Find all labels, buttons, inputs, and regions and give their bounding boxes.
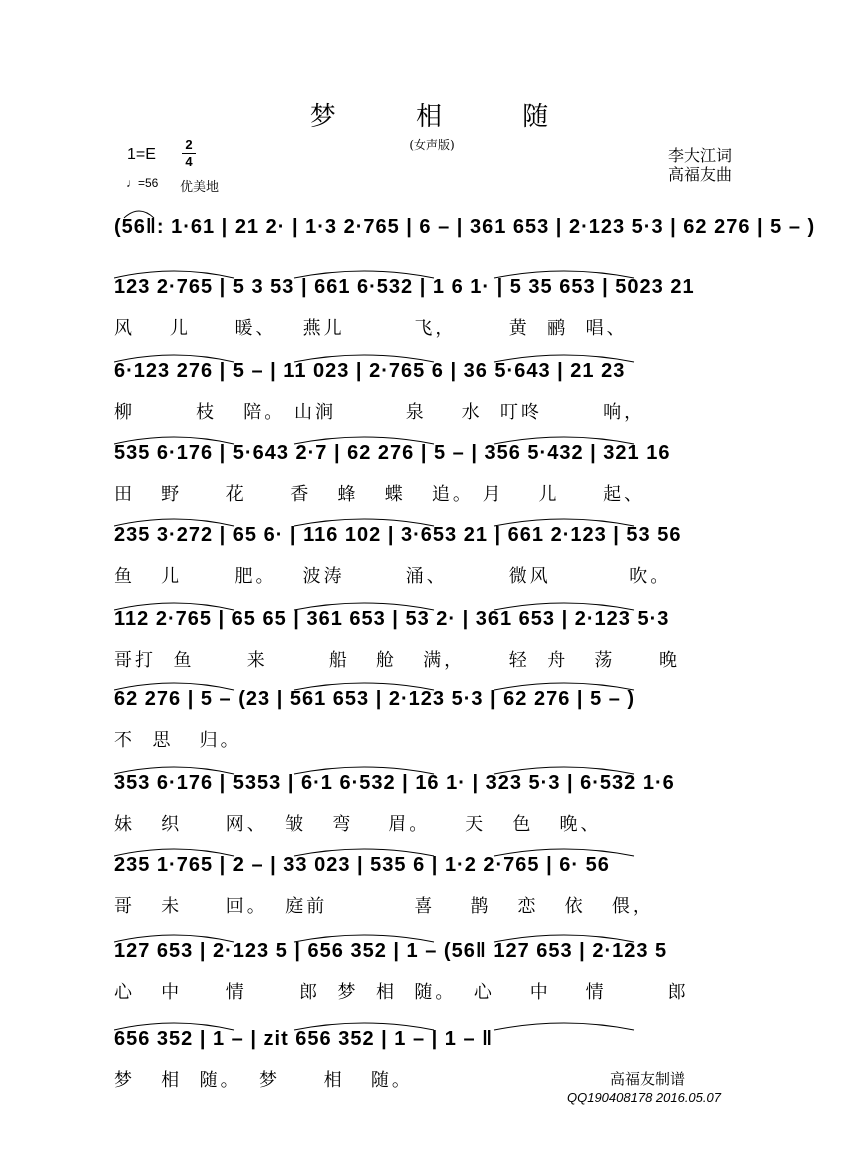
notation-text: 656 352 | 1 – | zit 656 352 | 1 – | 1 – ‖ xyxy=(114,1028,494,1050)
notation-row xyxy=(114,1016,754,1062)
lyric-line: 鱼 儿 肥。 波涛 涌、 微风 吹。 xyxy=(114,566,672,587)
lyric-line: 哥 未 回。 庭前 喜 鹊 恋 依 偎， xyxy=(114,896,654,917)
notation-row xyxy=(114,348,754,394)
tempo-marking: ♩=56 xyxy=(126,176,159,190)
key-signature: 1=E xyxy=(127,146,156,163)
lyric-line: 梦 相 随。 梦 相 随。 xyxy=(114,1070,413,1091)
page-title: 梦 相 随 xyxy=(309,102,585,132)
arranger-credit: 高福友制谱 xyxy=(610,1070,686,1088)
lyric-line: 柳 枝 陪。 山涧 泉 水 叮咚 响， xyxy=(114,402,646,423)
time-signature-bottom: 4 xyxy=(185,154,193,169)
lyric-line: 心 中 情 郎 梦 相 随。 心 中 情 郎 xyxy=(114,982,689,1003)
qq-and-date: QQ190408178 2016.05.07 xyxy=(567,1090,721,1105)
lyric-line: 妹 织 网、 皱 弯 眉。 天 色 晚、 xyxy=(114,814,602,835)
notation-text: 62 276 | 5 – (23 | 561 653 | 2·123 5·3 | 62 276 | 5 – ) xyxy=(114,688,636,710)
notation-text: 535 6·176 | 5·643 2·7 | 62 276 | 5 – | 356 5·432 | 321 16 xyxy=(114,442,671,464)
lyric-line: 田 野 花 香 蜂 蝶 追。 月 儿 起、 xyxy=(114,484,646,505)
notation-text: 235 1·765 | 2 – | 33 023 | 535 6 | 1·2 2·765 | 6· 56 xyxy=(114,854,610,876)
lyricist-credit: 李大江词 xyxy=(668,146,733,165)
notation-text: 123 2·765 | 5 3 53 | 661 6·532 | 1 6 1· | 5 35 653 | 5023 21 xyxy=(114,276,695,298)
composer-credit: 高福友曲 xyxy=(668,165,733,184)
notation-text: 6·123 276 | 5 – | 11 023 | 2·765 6 | 36 5·643 | 21 23 xyxy=(114,360,626,382)
expression-marking: 优美地 xyxy=(180,179,220,194)
notation-row xyxy=(114,676,754,722)
notation-text: (56‖: 1·61 | 21 2· | 1·3 2·765 | 6 – | 361 653 | 2·123 5·3 | 62 276 | 5 – ) xyxy=(114,216,816,238)
notation-text: 235 3·272 | 65 6· | 116 102 | 3·653 21 | 661 2·123 | 53 56 xyxy=(114,524,682,546)
notation-text: 353 6·176 | 5353 | 6·1 6·532 | 16 1· | 323 5·3 | 6·532 1·6 xyxy=(114,772,675,794)
time-signature-top: 2 xyxy=(185,137,193,152)
notation-row xyxy=(114,596,754,642)
notation-row xyxy=(114,264,754,310)
notation-row xyxy=(114,760,754,806)
notation-row xyxy=(114,430,754,476)
notation-row xyxy=(114,204,816,250)
version-label: (女声版) xyxy=(409,138,455,152)
slur-arc xyxy=(494,1023,634,1030)
notation-text: 112 2·765 | 65 65 | 361 653 | 53 2· | 361 653 | 2·123 5·3 xyxy=(114,608,670,630)
lyric-line: 哥打 鱼 来 船 舱 满， 轻 舟 荡 晚 xyxy=(114,650,680,671)
lyric-line: 不 思 归。 xyxy=(114,730,242,751)
notation-text: 127 653 | 2·123 5 | 656 352 | 1 – (56‖ 127 653 | 2·123 5 xyxy=(114,940,668,962)
credits xyxy=(668,146,732,184)
notation-row xyxy=(114,842,754,888)
lyric-line: 风 儿 暖、 燕儿 飞， 黄 鹂 唱、 xyxy=(114,318,628,339)
notation-row xyxy=(114,512,754,558)
notation-row xyxy=(114,928,754,974)
